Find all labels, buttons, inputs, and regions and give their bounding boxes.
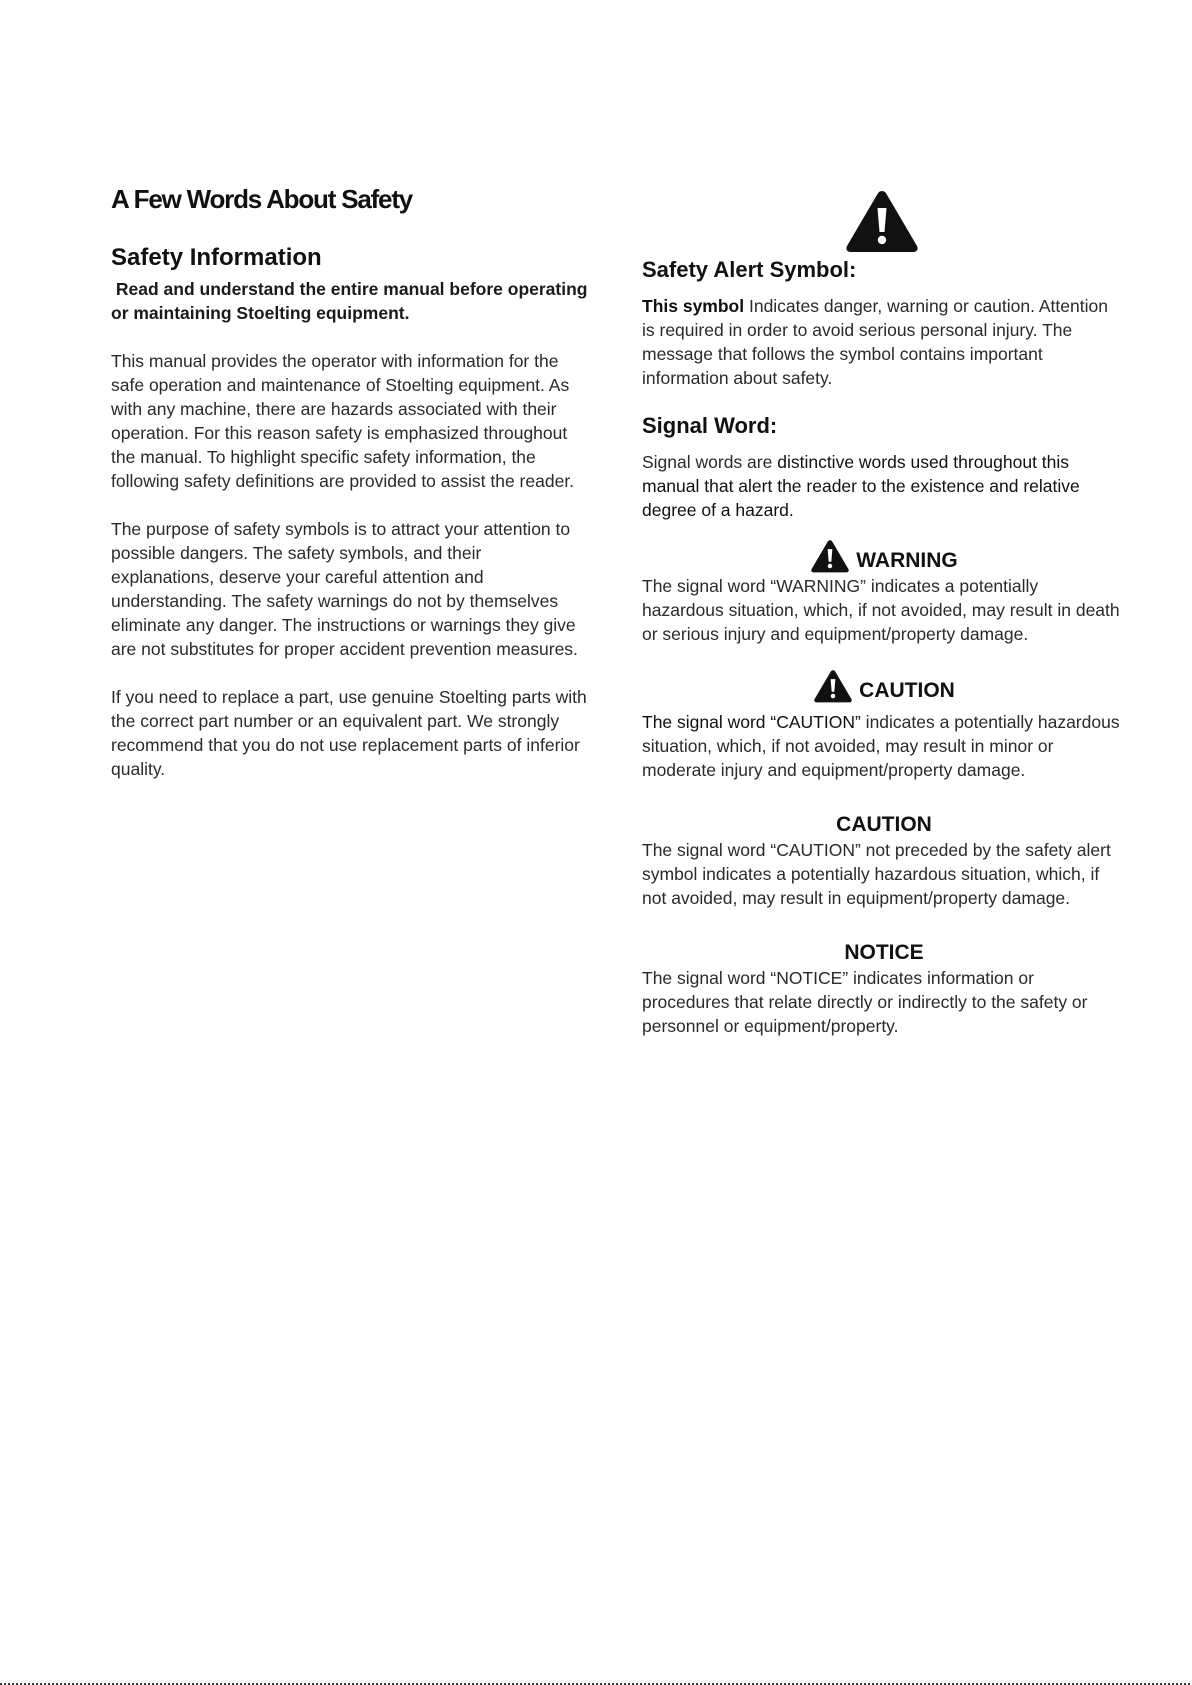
- page-title: A Few Words About Safety: [111, 184, 413, 214]
- signal-text-start: Signal words are: [642, 452, 778, 472]
- safety-alert-symbol-text: [642, 294, 1122, 390]
- warning-text: The signal word “WARNING” indicates a potentially hazardous situation, which, if not avoided, may result in death or serious injury and equipment/property damage.: [642, 576, 1120, 644]
- caution-plain-heading: [642, 812, 1122, 838]
- left-column: [111, 243, 593, 781]
- caution-symbol-label: CAUTION: [859, 679, 955, 702]
- caution-symbol-text: [642, 710, 1122, 782]
- notice-label: NOTICE: [844, 941, 924, 964]
- caution-plain-block: [642, 812, 1122, 910]
- warning-triangle-icon: [813, 668, 853, 704]
- notice-heading: [642, 940, 1122, 966]
- warning-block: [642, 538, 1122, 646]
- warning-triangle-icon: [810, 538, 850, 574]
- caution-plain-label: CAUTION: [836, 813, 932, 836]
- notice-text: The signal word “NOTICE” indicates information or procedures that relate directly or indirectly to the safety or personnel or equipment/property.: [642, 968, 1088, 1036]
- notice-block: [642, 940, 1122, 1038]
- safety-information-heading: Safety Information: [111, 244, 322, 271]
- caution-plain-text: The signal word “CAUTION” not preceded by the safety alert symbol indicates a potentially hazardous situation, which, if not avoided, may result in equipment/property damage.: [642, 840, 1111, 908]
- signal-text-rest: distinctive words used throughout this manual that alert the reader to the existence and relative degree of a hazard.: [642, 452, 1080, 520]
- signal-word-heading: Signal Word:: [642, 413, 778, 438]
- caution-symbol-block: [642, 668, 1122, 782]
- safety-paragraph-1: This manual provides the operator with information for the safe operation and maintenance of Stoelting equipment. As with any machine, there are hazards associated with their operation. For this reason safety is emphasized throughout the manual. To highlight specific safety information, the following safety definitions are provided to assist the reader.: [111, 351, 575, 491]
- caution-symbol-text-rest: indicates a potentially hazardous situation, which, if not avoided, may result in minor or moderate injury and equipment/property damage.: [642, 712, 1120, 780]
- safety-paragraph-2: The purpose of safety symbols is to attract your attention to possible dangers. The safety symbols, and their explanations, deserve your careful attention and understanding. The safety warnings do not by themselves eliminate any danger. The instructions or warnings they give are not substitutes for proper accident prevention measures.: [111, 519, 578, 659]
- warning-label: WARNING: [856, 549, 958, 572]
- safety-alert-symbol-heading: Safety Alert Symbol:: [642, 257, 857, 282]
- caution-symbol-text-start: The signal word “CAUTION”: [642, 712, 861, 732]
- warning-heading: [642, 538, 1122, 574]
- warning-triangle-icon: [844, 188, 920, 254]
- safety-paragraph-3: If you need to replace a part, use genuine Stoelting parts with the correct part number or an equivalent part. We strongly recommend that you do not use replacement parts of inferior quality.: [111, 687, 587, 779]
- alert-description: Indicates danger, warning or caution. Attention is required in order to avoid serious personal injury. The message that follows the symbol contains important information about safety.: [642, 296, 1108, 388]
- safety-information-lead: Read and understand the entire manual before operating or maintaining Stoelting equipment.: [111, 279, 593, 323]
- right-column: [642, 188, 1122, 1038]
- caution-symbol-heading: [642, 668, 1122, 704]
- this-symbol-label: This symbol: [642, 296, 745, 316]
- signal-word-text: [642, 450, 1122, 522]
